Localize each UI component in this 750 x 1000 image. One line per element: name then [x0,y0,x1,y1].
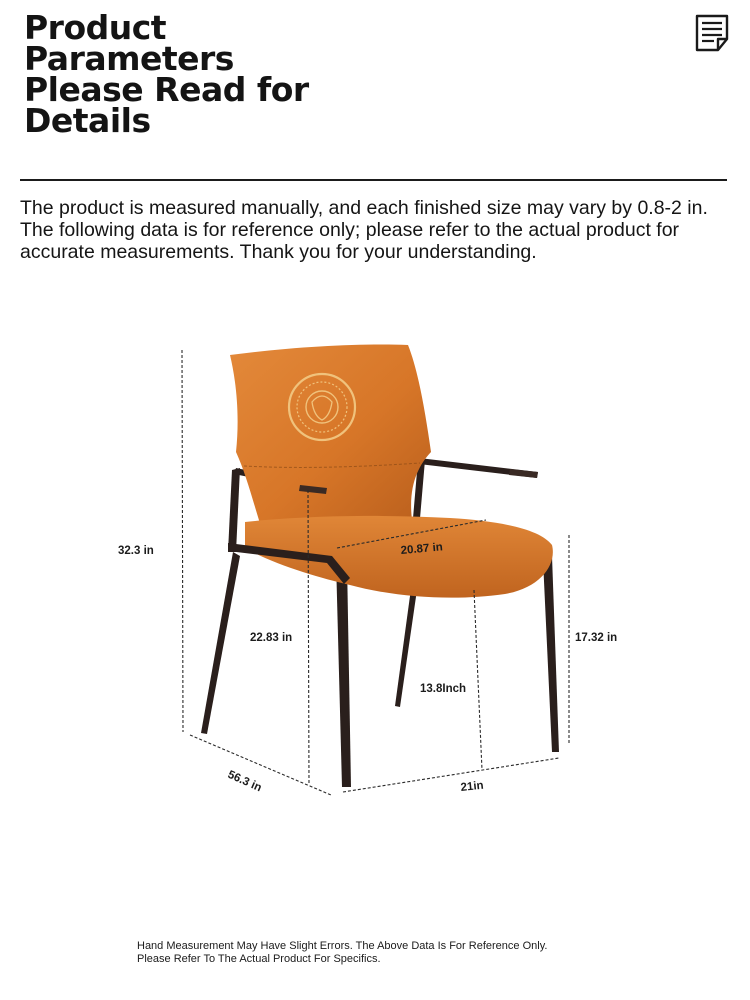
chair-dimension-figure [0,300,750,840]
depth-label: 56.3 in [225,768,264,795]
total-height-label: 32.3 in [118,545,154,557]
seat-depth-label: 13.8Inch [420,683,467,695]
chair-dimension-diagram [0,300,750,840]
page-title: Product Parameters Please Read for Details [24,8,309,140]
footer-disclaimer [137,940,657,966]
width-label: 21in [460,779,485,794]
header-divider [20,179,727,181]
footer-line-1: Hand Measurement May Have Slight Errors. The Above Data Is For Reference Only. [137,940,548,952]
chair-illustration [201,344,559,787]
seat-width-label: 20.87 in [400,541,444,557]
measurement-disclaimer: The product is measured manually, and each finished size may vary by 0.8-2 in. The following data is for reference only; please refer to the actual product for accurate measurements. Thank you for your understanding. [20,197,708,263]
footer-line-2: Please Refer To The Actual Product For Specifics. [137,953,381,965]
document-list-icon [694,14,730,52]
seat-height-label: 17.32 in [575,632,618,644]
armrest-height-label: 22.83 in [250,632,293,644]
